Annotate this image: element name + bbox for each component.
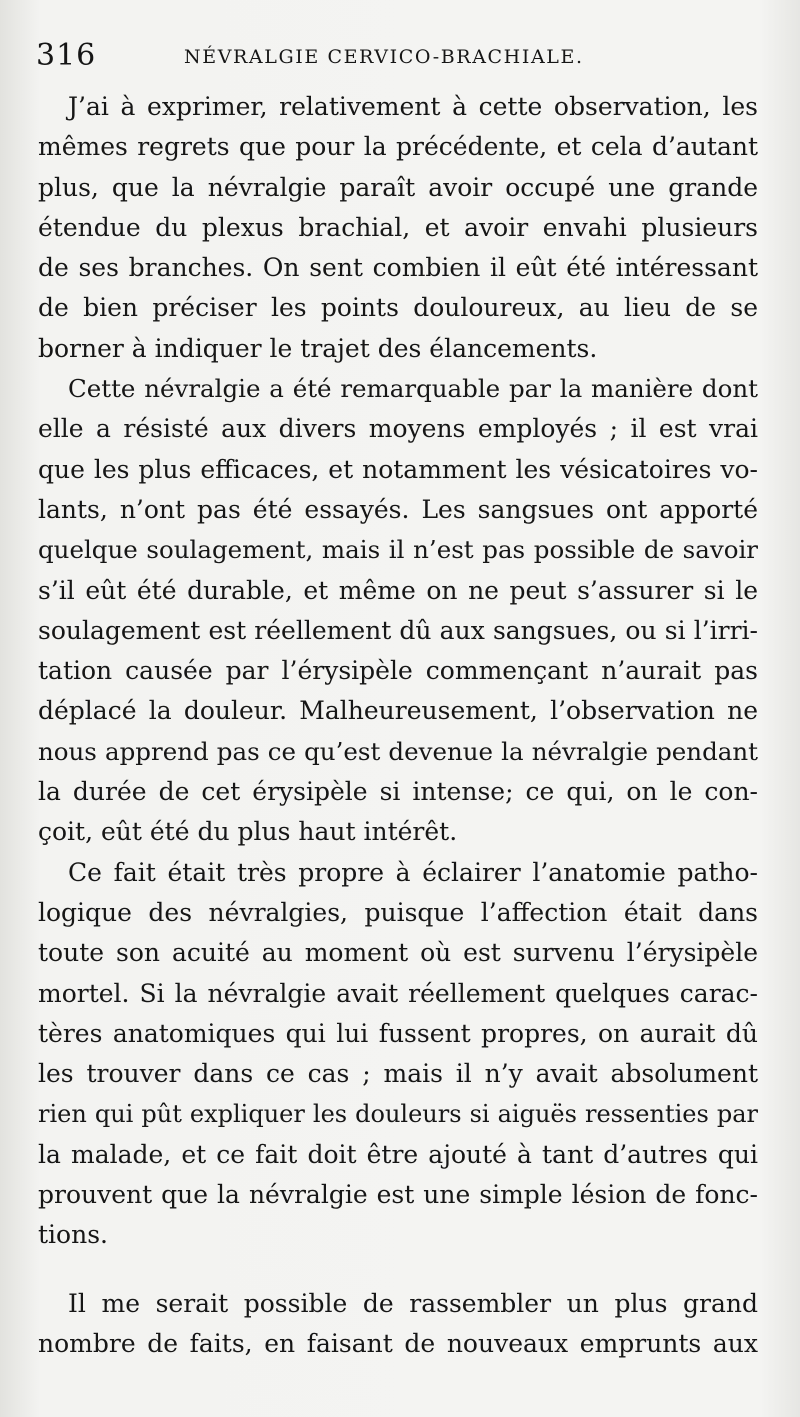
paragraph (38, 1284, 758, 1365)
text-line: J’ai à exprimer, relativement à cette observation, les (68, 92, 758, 121)
text-line: tères anatomiques qui lui fussent propres, on aurait dû (38, 1018, 758, 1048)
text-line: mêmes regrets que pour la précédente, et cela d’autant (38, 132, 758, 162)
text-line: mortel. Si la névralgie avait réellement quelques carac- (38, 978, 758, 1008)
text-line: étendue du plexus brachial, et avoir envahi plusieurs (38, 212, 758, 242)
text-line: la durée de cet érysipèle si intense; ce qui, on le con- (38, 777, 758, 807)
body-text (38, 87, 758, 1364)
text-line: s’il eût été durable, et même on ne peut s’assurer si le (38, 575, 758, 605)
text-line: prouvent que la névralgie est une simple lésion de fonc- (38, 1180, 758, 1210)
text-line: nombre de faits, en faisant de nouveaux emprunts aux (38, 1328, 758, 1358)
text-line: tation causée par l’érysipèle commençant n’aurait pas (38, 656, 758, 686)
text-line: logique des névralgies, puisque l’affection était dans (38, 897, 758, 927)
text-line: que les plus efficaces, et notamment les vésicatoires vo- (38, 454, 758, 484)
text-line: Il me serait possible de rassembler un plus grand (68, 1288, 758, 1318)
paragraph (38, 369, 758, 853)
text-line: borner à indiquer le trajet des élancements. (38, 333, 598, 363)
text-line: déplacé la douleur. Malheureusement, l’observation ne (38, 696, 758, 726)
text-line: Ce fait était très propre à éclairer l’anatomie patho- (68, 857, 758, 887)
paragraph-spacer (38, 1256, 758, 1284)
text-line: soulagement est réellement dû aux sangsues, ou si l’irri- (38, 615, 758, 645)
text-line: tions. (38, 1220, 108, 1250)
text-line: rien qui pût expliquer les douleurs si aiguës ressenties par (38, 1100, 758, 1129)
text-line: çoit, eût été du plus haut intérêt. (38, 817, 458, 847)
text-line: elle a résisté aux divers moyens employés ; il est vrai (38, 414, 758, 444)
text-line: quelque soulagement, mais il n’est pas possible de savoir (38, 535, 758, 565)
text-line: les trouver dans ce cas ; mais il n’y avait absolument (38, 1059, 758, 1089)
text-line: nous apprend pas ce qu’est devenue la névralgie pendant (38, 736, 758, 766)
text-line: de ses branches. On sent combien il eût été intéressant (38, 253, 758, 283)
text-line: la malade, et ce fait doit être ajouté à tant d’autres qui (38, 1139, 758, 1169)
text-line: toute son acuité au moment où est survenu l’érysipèle (38, 938, 758, 968)
page-header (36, 36, 760, 76)
text-line: Cette névralgie a été remarquable par la manière dont (68, 374, 758, 404)
text-line: de bien préciser les points douloureux, au lieu de se (38, 293, 758, 323)
running-head: NÉVRALGIE CERVICO-BRACHIALE. (184, 46, 584, 68)
text-line: lants, n’ont pas été essayés. Les sangsues ont apporté (38, 494, 758, 524)
page-number: 316 (36, 38, 97, 73)
text-line: plus, que la névralgie paraît avoir occupé une grande (38, 172, 758, 202)
paragraph (38, 853, 758, 1256)
paragraph (38, 87, 758, 369)
